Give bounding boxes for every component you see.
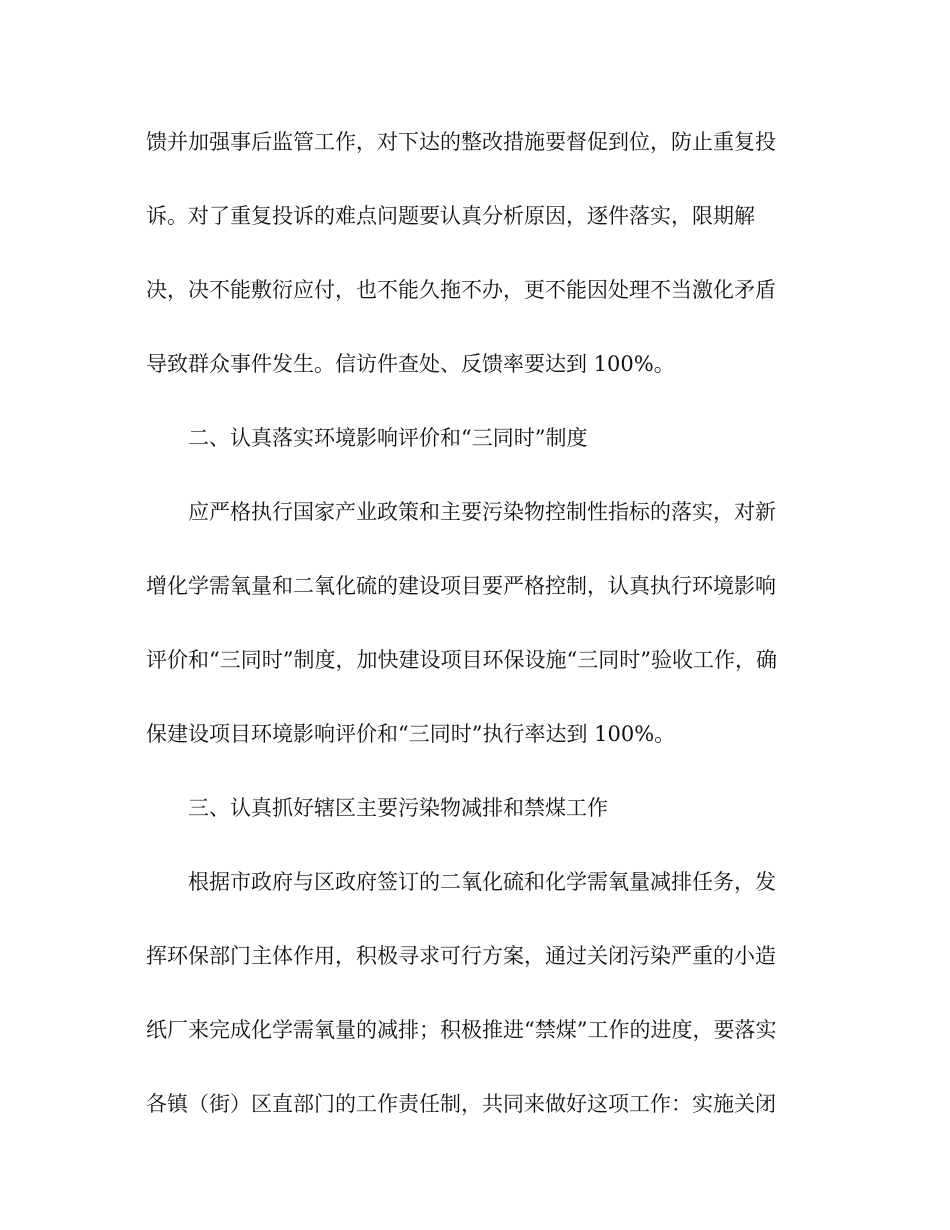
paragraph-line: 增化学需氧量和二氧化硫的建设项目要严格控制，认真执行环境影响: [146, 574, 776, 598]
paragraph-line: 纸厂来完成化学需氧量的减排；积极推进“禁煤”工作的进度，要落实: [146, 1018, 777, 1042]
paragraph-line: 应严格执行国家产业政策和主要污染物控制性指标的落实，对新: [188, 500, 776, 524]
section-heading: 二、认真落实环境影响评价和“三同时”制度: [188, 426, 588, 450]
paragraph-line: 根据市政府与区政府签订的二氧化硫和化学需氧量减排任务，发: [188, 870, 776, 894]
paragraph-line: 决，决不能敷衍应付，也不能久拖不办，更不能因处理不当激化矛盾: [146, 278, 776, 302]
section-heading: 三、认真抓好辖区主要污染物减排和禁煤工作: [188, 796, 608, 820]
paragraph-line: 评价和“三同时”制度，加快建设项目环保设施“三同时”验收工作，确: [146, 648, 777, 672]
paragraph-line: 馈并加强事后监管工作，对下达的整改措施要督促到位，防止重复投: [146, 130, 776, 154]
paragraph-line: 挥环保部门主体作用，积极寻求可行方案，通过关闭污染严重的小造: [146, 944, 776, 968]
paragraph-line: 诉。对了重复投诉的难点问题要认真分析原因，逐件落实，限期解: [146, 204, 755, 228]
paragraph-line: 保建设项目环境影响评价和“三同时”执行率达到 100%。: [146, 722, 676, 746]
paragraph-line: 导致群众事件发生。信访件查处、反馈率要达到 100%。: [146, 352, 675, 376]
paragraph-line: 各镇（街）区直部门的工作责任制，共同来做好这项工作：实施关闭: [146, 1092, 776, 1116]
